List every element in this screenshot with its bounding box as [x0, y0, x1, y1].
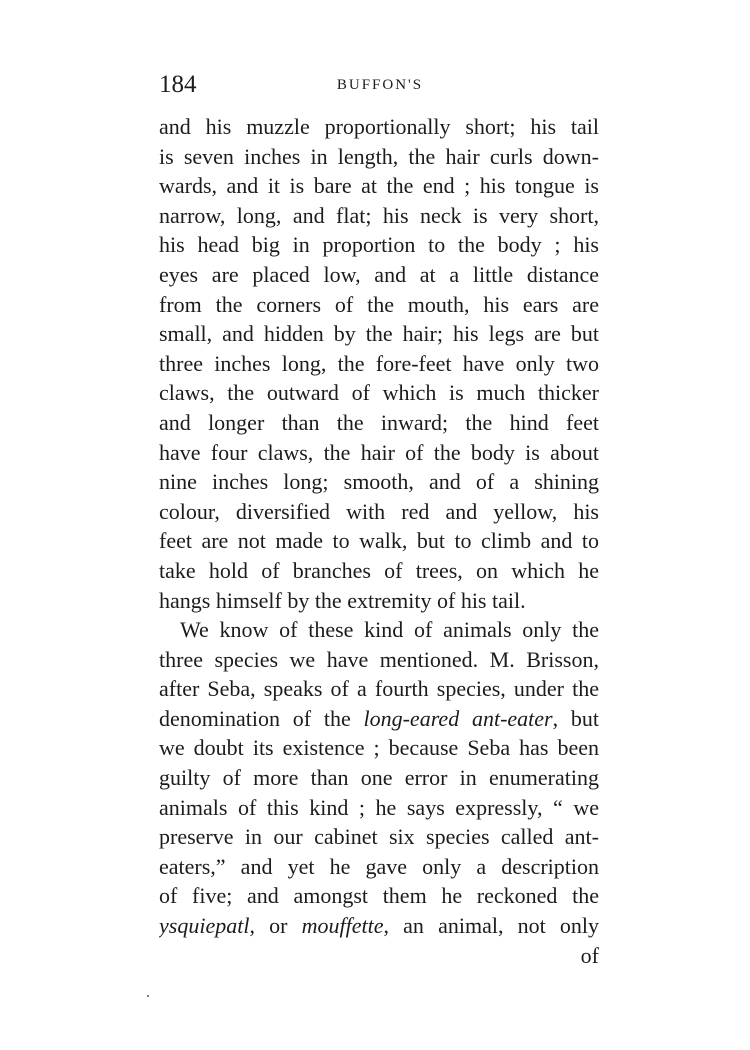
text-line: eyes are placed low, and at a little distance	[159, 261, 599, 287]
paragraph-end-line: hangs himself by the extremity of his tail.	[159, 587, 526, 613]
body-text	[159, 112, 599, 970]
text-line: have four claws, the hair of the body is about	[159, 439, 599, 465]
text-line: take hold of branches of trees, on which he	[159, 557, 599, 583]
text-line: feet are not made to walk, but to climb and to	[159, 528, 599, 554]
text-line: preserve in our cabinet six species called ant-	[159, 824, 599, 850]
text-line: three inches long, the fore-feet have only two	[159, 350, 599, 376]
page-number: 184	[159, 71, 197, 98]
text-line: we doubt its existence ; because Seba has been	[159, 735, 599, 761]
text-line: of five; and amongst them he reckoned the	[159, 883, 599, 909]
text-line: eaters,” and yet he gave only a description	[159, 853, 599, 879]
text-line: animals of this kind ; he says expressly, “ we	[159, 794, 599, 820]
text-line: small, and hidden by the hair; his legs are but	[159, 321, 599, 347]
text-line: from the corners of the mouth, his ears are	[159, 291, 599, 317]
text-line: nine inches long; smooth, and of a shining	[159, 469, 599, 495]
italic-term: mouffette	[301, 913, 384, 939]
text-line	[159, 911, 599, 941]
text-line: and his muzzle proportionally short; his tail	[159, 114, 599, 139]
text-line: wards, and it is bare at the end ; his tongue is	[159, 173, 599, 199]
running-head: BUFFON'S	[336, 77, 424, 93]
text-segment: , or	[249, 913, 302, 939]
text-segment: , but	[552, 705, 599, 731]
text-line: claws, the outward of which is much thicker	[159, 380, 599, 406]
text-line: his head big in proportion to the body ; his	[159, 232, 599, 258]
italic-term: long-eared ant-eater	[363, 705, 553, 731]
text-line: colour, diversified with red and yellow, his	[159, 498, 599, 524]
text-line: guilty of more than one error in enumerating	[159, 765, 599, 791]
ink-speck	[147, 995, 149, 997]
text-line: is seven inches in length, the hair curls down-	[159, 143, 599, 169]
paragraph-start-line: We know of these kind of animals only the	[180, 617, 599, 643]
catchword: of	[580, 942, 599, 968]
text-line: after Seba, speaks of a fourth species, under the	[159, 676, 599, 702]
text-segment: , an animal, not only	[383, 913, 599, 939]
text-line	[159, 704, 599, 734]
text-line: three species we have mentioned. M. Brisson,	[159, 646, 599, 672]
text-segment: denomination of the	[159, 705, 364, 731]
text-line: and longer than the inward; the hind feet	[159, 409, 599, 435]
text-line: narrow, long, and flat; his neck is very short,	[159, 202, 599, 228]
page-header	[159, 70, 601, 100]
italic-term: ysquiepatl	[159, 913, 250, 939]
